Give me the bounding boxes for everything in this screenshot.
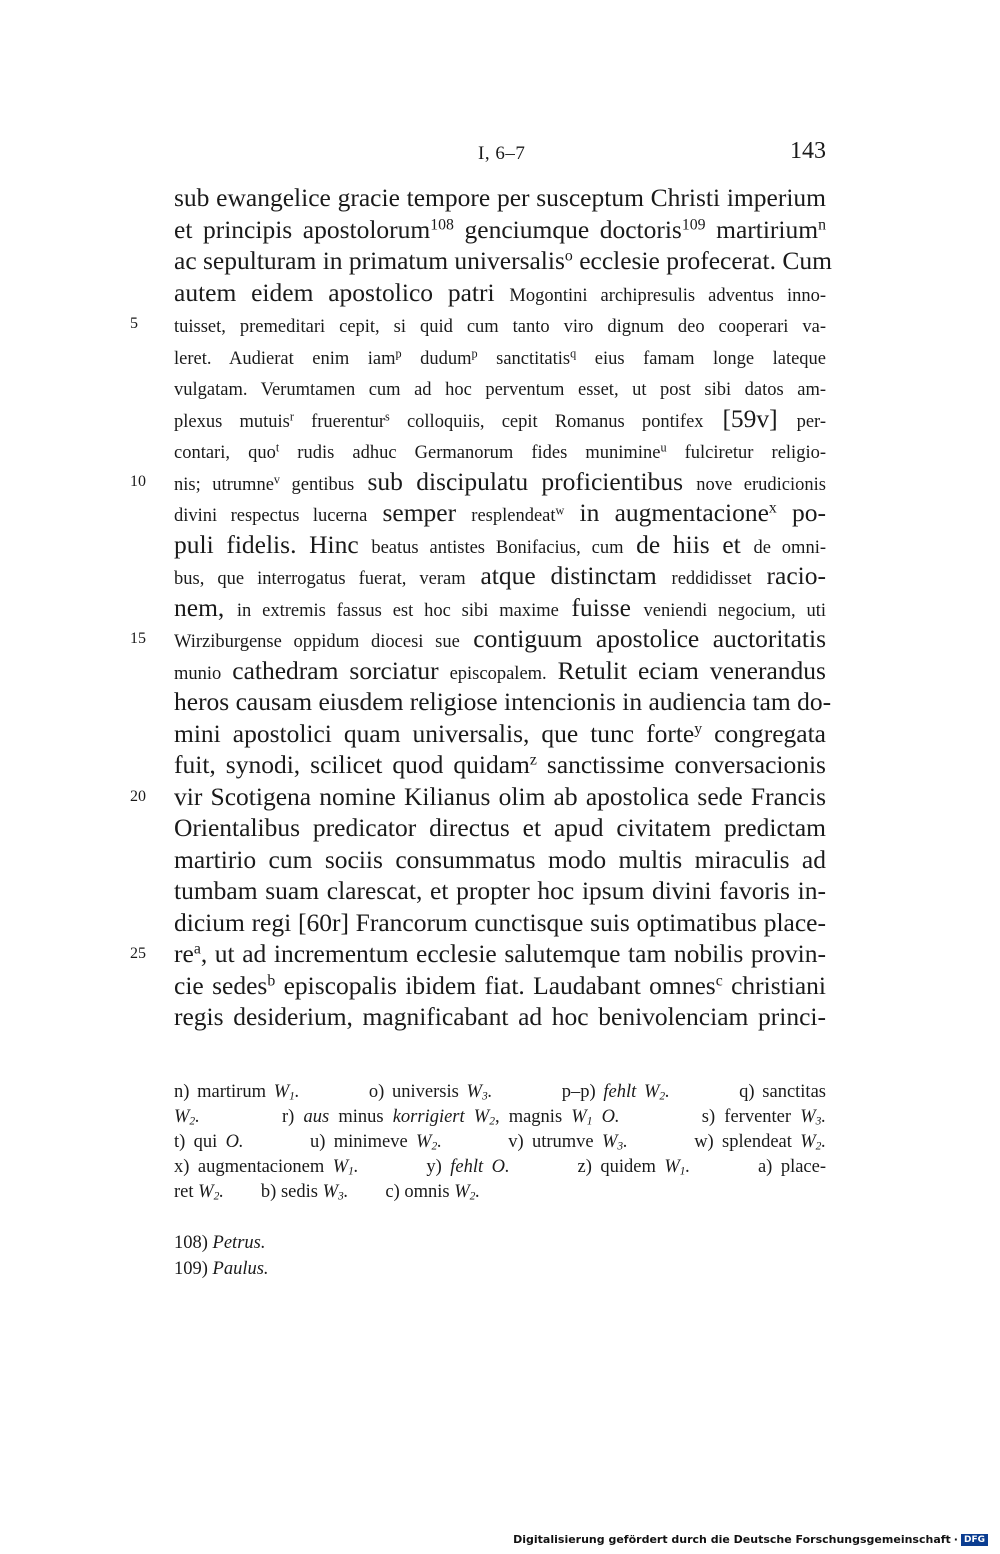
apparatus-line: x) augmentacionem $W_1$. y) fehlt O. z) quidem $W_1$. a) place- — [174, 1157, 826, 1178]
text-line: nis; utrumne$^v$ gentibus sub discipulatu proficientibus nove erudicionis 10 — [130, 466, 826, 496]
text-line: puli fidelis. Hinc beatus antistes Bonifacius, cum de hiis et de omni- — [174, 529, 826, 559]
text-line: $re^a$, ut ad incrementum ecclesie salutemque tam nobilis provin- 25 — [130, 939, 826, 968]
text-line: Orientalibus predicator directus et apud civitatem predictam — [174, 813, 826, 842]
footnote: 109) Paulus. — [174, 1259, 269, 1279]
text-line: heros causam eiusdem religiose intencionis in audiencia tam do- — [174, 687, 832, 716]
text-line: Wirziburgense oppidum diocesi sue contiguum apostolice auctoritatis 15 — [130, 624, 826, 653]
footnote: 108) Petrus. — [174, 1233, 266, 1253]
critical-apparatus — [174, 1080, 826, 1205]
line-number: 25 — [130, 945, 146, 962]
text-line: autem eidem apostolico patri Mogontini archipresulis adventus inno- — [174, 277, 826, 307]
text-line: fuit, synodi, scilicet quod quidam$^z$ sanctissime conversacionis — [174, 750, 826, 779]
text-line: tumbam suam clarescat, et propter hoc ipsum divini favoris in- — [174, 876, 826, 905]
line-number: 20 — [130, 787, 146, 805]
line-number: 10 — [130, 472, 146, 490]
text-line: et principis apostolorum$^{108}$ genciumque doctoris$^{109}$ martirium$^n$ — [174, 214, 826, 244]
dfg-credit-text: Digitalisierung gefördert durch die Deutsche Forschungsgemeinschaft — [513, 1533, 951, 1546]
apparatus-line: $W_2$. r) aus minus korrigiert $W_2$, magnis $W_1$ O. s) ferventer $W_3$. — [174, 1107, 826, 1128]
text-line: contari, quo$^t$ rudis adhuc Germanorum fides munimine$^u$ fulciretur religio- — [174, 440, 826, 463]
text-line: dicium regi [60r] Francorum cunctisque suis optimatibus place- — [174, 907, 826, 937]
dfg-logo: DFG — [961, 1534, 988, 1546]
text-line: bus, que interrogatus fuerat, veram atque distinctam reddidisset racio- — [174, 561, 826, 590]
text-line: vir Scotigena nomine Kilianus olim ab apostolica sede Francis 20 — [130, 781, 826, 811]
text-line: munio cathedram sorciatur episcopalem. Retulit eciam venerandus — [174, 655, 826, 685]
text-line: plexus mutuis$^r$ fruerentur$^s$ colloquiis, cepit Romanus pontifex [59v] per- — [174, 403, 827, 433]
page-number: 143 — [790, 138, 826, 164]
text-line: regis desiderium, magnificabant ad hoc benivolenciam princi- — [174, 1002, 826, 1031]
line-number: 15 — [130, 630, 146, 647]
text-line: mini apostolici quam universalis, que tunc forte$^y$ congregata — [174, 718, 826, 748]
text-line: vulgatam. Verumtamen cum ad hoc perventum esset, ut post sibi datos am- — [174, 380, 826, 400]
text-line: martirio cum sociis consummatus modo multis miraculis ad — [174, 844, 826, 874]
text-line: cie sedes$^b$ episcopalis ibidem fiat. Laudabant omnes$^c$ christiani — [174, 970, 826, 1000]
apparatus-line: t) qui O. u) minimeve $W_2$. v) utrumve $W_3$. w) splendeat $W_2$. — [174, 1132, 826, 1153]
text-line: ac sepulturam in primatum universalis$^o$ ecclesie profecerat. Cum — [174, 246, 832, 275]
apparatus-line: ret $W_2$. b) sedis $W_3$. c) omnis $W_2$. — [174, 1182, 481, 1203]
dfg-credit: Digitalisierung gefördert durch die Deutsche Forschungsgemeinschaft · DFG — [513, 1533, 988, 1546]
main-text — [130, 182, 832, 1033]
running-header-section: I, 6–7 — [478, 143, 526, 164]
text-line: divini respectus lucerna semper resplendeat$^w$ in augmentacione$^x$ po- — [174, 498, 826, 527]
line-number: 5 — [130, 315, 138, 332]
apparatus-line: n) martirum $W_1$. o) universis $W_3$. p–p) fehlt $W_2$. q) sanctitas — [174, 1082, 826, 1103]
footnotes — [174, 1230, 826, 1282]
text-line: nem, in extremis fassus est hoc sibi maxime fuisse veniendi negocium, uti — [174, 592, 827, 622]
text-line: sub ewangelice gracie tempore per susceptum Christi imperium — [174, 183, 826, 212]
text-line: tuisset, premeditari cepit, si quid cum tanto viro dignum deo cooperari va- 5 — [174, 308, 826, 340]
text-line: leret. Audierat enim iam$^p$ dudum$^p$ sanctitatis$^q$ eius famam longe lateque — [174, 345, 827, 369]
